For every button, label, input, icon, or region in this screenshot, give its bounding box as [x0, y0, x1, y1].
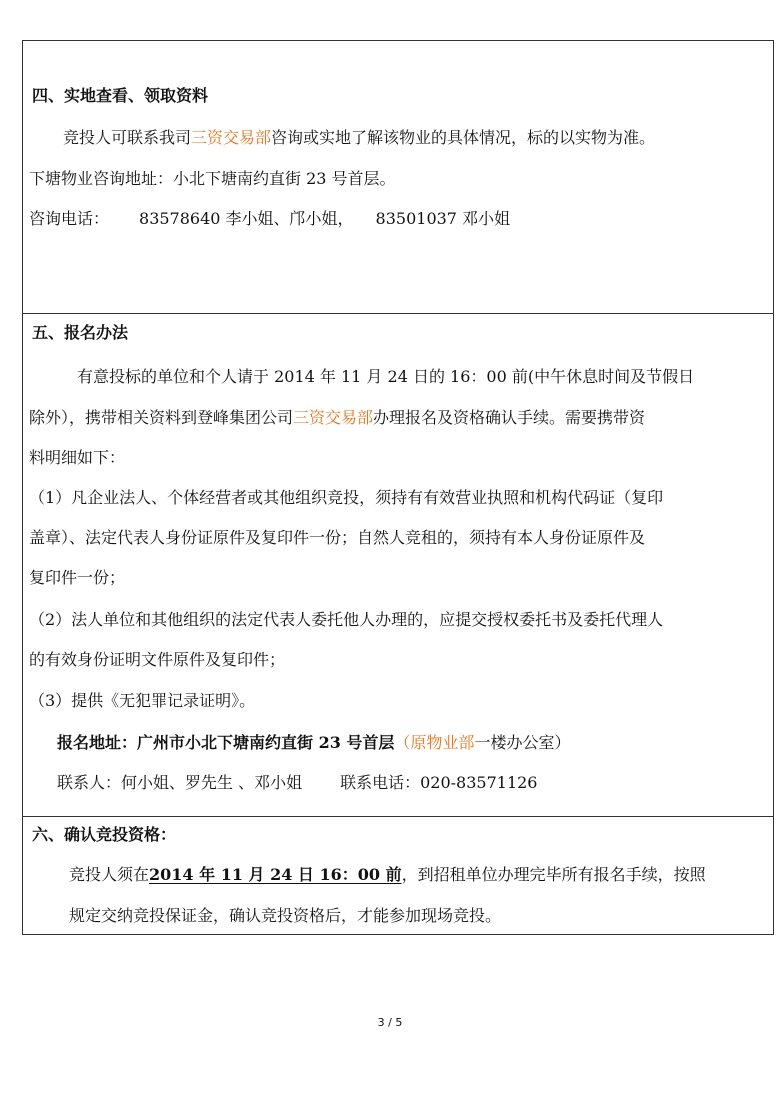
paragraph-line: 规定交纳竞投保证金，确认竞投资格后，才能参加现场竞投。: [69, 906, 502, 925]
contact-line: [57, 773, 537, 793]
contact-phone: 联系电话：020-83571126: [340, 773, 538, 792]
consult-phone: 咨询电话： 83578640 李小姐、邝小姐， 83501037 邓小姐: [29, 209, 511, 228]
section-heading: 六、确认竞投资格：: [32, 825, 177, 844]
highlight-office: 原物业部: [410, 733, 475, 752]
highlight-department: 三资交易部: [191, 128, 272, 147]
list-item-1: 盖章）、法定代表人身份证原件及复印件一份；自然人竞租的，须持有本人身份证原件及: [29, 528, 646, 547]
registration-address: 报名地址：广州市小北下塘南约直街 23 号首层（原物业部一楼办公室）: [57, 733, 571, 752]
paragraph-line: 料明细如下：: [29, 448, 126, 467]
paragraph-contact: 竞投人可联系我司三资交易部咨询或实地了解该物业的具体情况，标的以实物为准。: [63, 128, 656, 147]
paragraph-line: 除外），携带相关资料到登峰集团公司三资交易部办理报名及资格确认手续。需要携带资: [29, 408, 646, 427]
document-table: [22, 40, 774, 935]
section-heading: 五、报名办法: [32, 323, 129, 342]
highlight-department: 三资交易部: [293, 408, 374, 427]
contact-persons: 联系人：何小姐、罗先生 、邓小姐: [57, 773, 303, 792]
deadline: 2014 年 11 月 24 日 16：00 前: [149, 865, 402, 884]
section-viewing: [23, 41, 773, 313]
list-item-2: 的有效身份证明文件原件及复印件；: [29, 650, 286, 669]
list-item-3: （3）提供《无犯罪记录证明》。: [29, 691, 256, 710]
section-registration: [23, 313, 773, 816]
list-item-1: （1）凡企业法人、个体经营者或其他组织竞投，须持有有效营业执照和机构代码证（复印: [29, 488, 664, 507]
section-heading: 四、实地查看、领取资料: [32, 86, 209, 105]
list-item-1: 复印件一份；: [29, 568, 126, 587]
section-qualification: [23, 816, 773, 934]
page-number: 3 / 5: [377, 1016, 403, 1029]
consult-address: 下塘物业咨询地址：小北下塘南约直街 23 号首层。: [29, 169, 396, 188]
list-item-2: （2）法人单位和其他组织的法定代表人委托他人办理的，应提交授权委托书及委托代理人: [29, 610, 664, 629]
paragraph-line: 竞投人须在2014 年 11 月 24 日 16：00 前，到招租单位办理完毕所有报名手续，按照: [69, 865, 706, 884]
paragraph-line: 有意投标的单位和个人请于 2014 年 11 月 24 日的 16：00 前(中午休息时间及节假日: [77, 367, 695, 386]
